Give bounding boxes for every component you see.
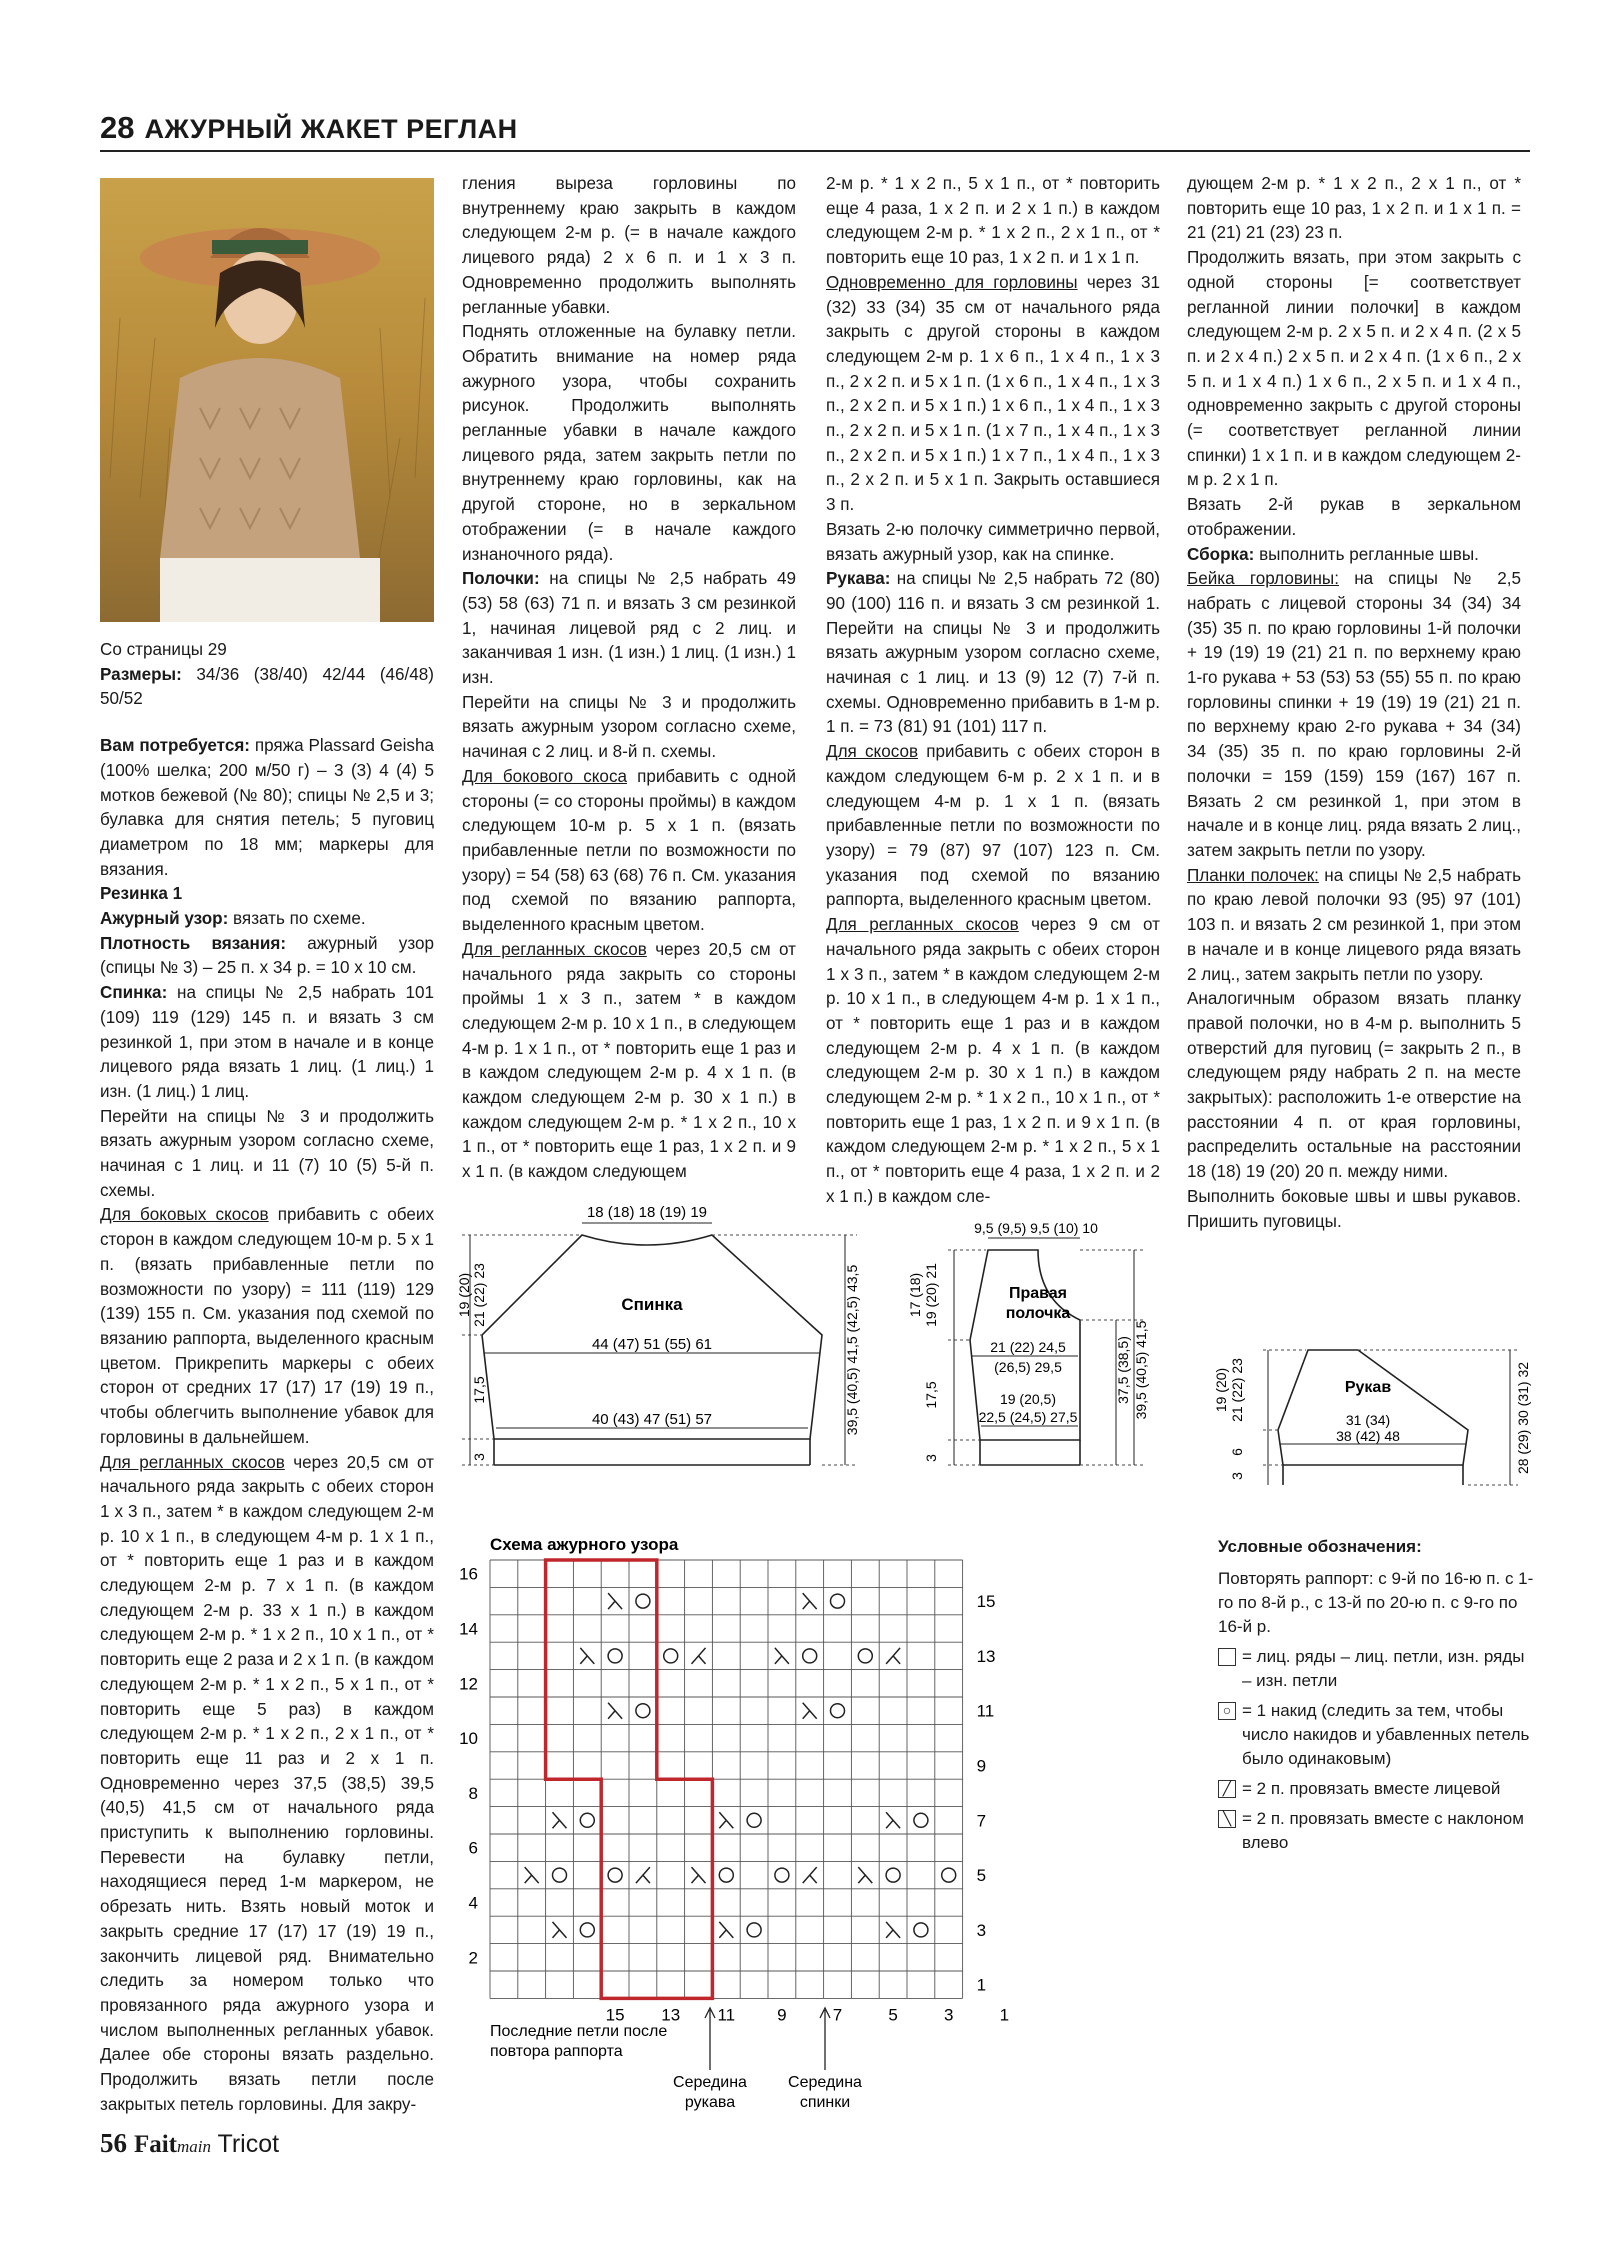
yarn-over-mark <box>831 1704 845 1718</box>
dim-length: 28 (29) 30 (31) 32 <box>1515 1361 1531 1475</box>
bevel-heading: Для скосов <box>826 742 919 762</box>
dim-lower: 6 <box>1229 1448 1245 1456</box>
raglan-heading: Для регланных скосов <box>826 915 1019 935</box>
row-number: 15 <box>976 1592 996 1612</box>
row-number: 7 <box>976 1811 987 1831</box>
legend <box>1218 1535 1538 1855</box>
legend-yo: ○ = 1 накид (следить за тем, чтобы число накидов и убавленных петель было одинаковым) <box>1218 1699 1538 1771</box>
article-header <box>100 110 1530 150</box>
dim-chest-2: (26,5) 29,5 <box>994 1359 1062 1375</box>
column-number: 5 <box>888 2005 898 2025</box>
sizes-label: Размеры: <box>100 664 182 684</box>
bands-heading: Планки полочек: <box>1187 865 1319 885</box>
yarn-over-mark <box>914 1813 928 1827</box>
paragraph: Продолжить вязать, при этом закрыть с одной стороны [= соответствует регланной линии полочки] в каждом следующем 2-м р. 2 х 5 п. и 2 х 4 п. (2 х 5 п. и 2 х 4 п.) 2 х 5 п. и 2 х 4 п. (1 х 6 п., 2 х 5 п. и 1 х 4 п.) 1 х 6 п., 2 х 5 п. и 1 х 4 п., одновременно закрыть с другой стороны (= соответствует регланной линии спинки) 1 х 1 п. и в каждом следующем 2-м р. 2 х 1 п. <box>1187 248 1521 490</box>
yarn-over-mark <box>747 1813 761 1827</box>
row-number: 14 <box>459 1619 478 1639</box>
neckband-heading: Бейка горловины: <box>1187 569 1339 589</box>
row-number: 16 <box>459 1564 478 1584</box>
column-numbers <box>606 2005 1009 2024</box>
dim-cap: 19 (20) <box>1213 1367 1229 1413</box>
legend-ssk: ╲ = 2 п. провязать вместе с наклоном влево <box>1218 1807 1538 1855</box>
back-schematic <box>456 1195 862 1485</box>
ssk-icon: ╲ <box>1218 1810 1236 1828</box>
dim-rib: 3 <box>923 1454 939 1462</box>
yarn-over-mark <box>914 1923 928 1937</box>
row-number: 1 <box>976 1975 987 1995</box>
column-1 <box>100 638 434 2117</box>
column-number: 15 <box>605 2005 625 2025</box>
article-title: АЖУРНЫЙ ЖАКЕТ РЕГЛАН <box>144 114 518 144</box>
ssk-mark <box>719 1922 733 1938</box>
rib-label: Резинка 1 <box>100 884 183 904</box>
paragraph: гления выреза горловины по внутреннему краю закрыть в каждом следующем 2-м р. (= в начале каждого лицевого ряда) 2 х 6 п. и 1 х 3 п. Одновременно продолжить выполнять регланные убавки. <box>462 174 796 317</box>
yarn-over-mark <box>747 1923 761 1937</box>
column-number: 3 <box>943 2005 954 2025</box>
back-label: Спинка: <box>100 983 168 1003</box>
raglan-text: через 20,5 см от начального ряда закрыть со стороны проймы 1 х 3 п., затем * в каждом следующем 2-м р. 10 х 1 п., в следующем 4-м р. 1 х 1 п., от * повторить еще 1 раз и в каждом следующем 2-м р. 4 х 1 п. (в каждом следующем 2-м р. 30 х 1 п.) в каждом следующем 2-м р. * 1 х 2 п., 10 х 1 п., от * повторить еще 1 раз, 1 х 2 п. и 9 х 1 п. (в каждом следующем <box>462 939 796 1182</box>
piece-title: Правая <box>1008 1285 1068 1302</box>
yarn-over-mark <box>580 1813 594 1827</box>
dim-top: 9,5 (9,5) 9,5 (10) 10 <box>974 1220 1098 1236</box>
k2tog-mark <box>886 1648 900 1664</box>
dim-side: 17,5 <box>923 1381 939 1409</box>
model-photo <box>100 178 434 622</box>
back-value: на спицы № 2,5 набрать 101 (109) 119 (129) 145 п. и вязать 3 см резинкой 1, при этом в начале и в конце лицевого ряда вязать 1 лиц. (1 лиц.) 1 изн. (1 лиц.) 1 лиц. <box>100 983 434 1101</box>
dim-chest: 21 (22) 24,5 <box>990 1339 1066 1355</box>
column-number: 11 <box>717 2005 736 2025</box>
raglan-text: через 20,5 см от начального ряда закрыть с обеих сторон 1 х 3 п., затем * в каждом следующем 2-м р. 10 х 1 п., в следующем 4-м р. 1 х 1 п., от * повторить еще 1 раз и в каждом следующем 2-м р. 7 х 1 п. (в каждом следующем 2-м р. 33 х 1 п.) в каждом следующем 2-м р. * 1 х 2 п., 10 х 1 п., от * повторить еще 2 раза и 2 х 1 п. (в каждом следующем 2-м р. * 1 х 2 п., 5 х 1 п., от * повторить еще 5 раз) в каждом следующем 2-м р. * 1 х 2 п., 2 х 1 п., от * повторить еще 11 раз и 2 х 1 п. Одновременно через 37,5 (38,5) 39,5 (40,5) 41,5 см от начального ряда приступить к выполнению горловины. Перевести на булавку петли, находящиеся перед 1-м маркером, не обрезать нить. Взять новый моток и закрыть средние 17 (17) 17 (19) 19 п., закончить лицевой ряд. Внимательно следить за номером только что провязанного ряда ажурного узора и числом выполненных регланных убавок. Далее обе стороны вязать раздельно. Продолжить вязать петли после закрытых петель горловины. Для закру- <box>100 1452 434 2114</box>
ssk-mark <box>553 1922 567 1938</box>
k2tog-mark <box>803 1867 817 1883</box>
paragraph: Вязать 2-ю полочку симметрично первой, вязать ажурный узор, как на спинке. <box>826 519 1160 564</box>
yarn-over-mark <box>608 1868 622 1882</box>
ssk-mark <box>553 1812 567 1828</box>
back-center-note: Середина спинки <box>788 2074 862 2111</box>
paragraph: Выполнить боковые швы и швы рукавов. Пришить пуговицы. <box>1187 1186 1521 1231</box>
paragraph: Вязать 2-й рукав в зеркальном отображении. <box>1187 495 1521 539</box>
yarn-over-mark <box>719 1868 733 1882</box>
row-number: 11 <box>976 1701 995 1721</box>
ssk-mark <box>608 1703 622 1719</box>
dim-hem: 19 (20,5) <box>999 1391 1057 1407</box>
ssk-mark <box>719 1812 733 1828</box>
ssk-mark <box>886 1812 900 1828</box>
raglan-heading: Для регланных скосов <box>462 939 647 959</box>
yarn-over-mark <box>636 1594 650 1608</box>
k2tog-icon: ╱ <box>1218 1780 1236 1798</box>
piece-title: Спинка <box>621 1295 683 1314</box>
row-number: 8 <box>468 1783 478 1803</box>
side-heading: Для боковых скосов <box>100 1205 269 1225</box>
lace-value: вязать по схеме. <box>228 909 366 929</box>
assembly-label: Сборка: <box>1187 544 1255 564</box>
row-number: 4 <box>468 1893 478 1913</box>
column-2 <box>462 172 796 1185</box>
dim-length: 39,5 (40,5) 41,5 (42,5) 43,5 <box>844 1264 860 1436</box>
row-number: 5 <box>976 1866 987 1886</box>
yarn-over-icon: ○ <box>1218 1702 1236 1720</box>
ssk-mark <box>525 1867 539 1883</box>
dim-width: 31 (34) <box>1345 1412 1391 1428</box>
lace-chart <box>440 1530 1180 2120</box>
dim-armhole-2: 21 (22) 23 <box>471 1263 487 1327</box>
dim-rib: 3 <box>1229 1472 1245 1480</box>
legend-title: Условные обозначения: <box>1218 1537 1422 1556</box>
row-number: 13 <box>976 1646 996 1666</box>
page-footer <box>100 2128 279 2159</box>
column-number: 9 <box>777 2005 787 2025</box>
piece-title-2: полочка <box>1005 1305 1071 1322</box>
article-number: 28 <box>100 110 135 145</box>
lace-label: Ажурный узор: <box>100 909 229 929</box>
k2tog-mark <box>636 1867 650 1883</box>
yarn-over-mark <box>580 1923 594 1937</box>
row-number: 3 <box>976 1920 987 1940</box>
row-number: 10 <box>459 1729 478 1749</box>
column-number: 7 <box>832 2005 843 2025</box>
dim-rib: 3 <box>471 1453 487 1461</box>
last-loops-note: Последние петли после повтора раппорта <box>490 2023 668 2060</box>
row-numbers-right <box>977 1592 996 1995</box>
ssk-mark <box>692 1867 706 1883</box>
dim-width-2: 38 (42) 48 <box>1336 1428 1400 1444</box>
row-numbers-left <box>459 1565 478 1968</box>
dim-cap-2: 21 (22) 23 <box>1229 1358 1245 1422</box>
legend-knit: = лиц. ряды – лиц. петли, изн. ряды – изн. петли <box>1218 1645 1538 1693</box>
dim-length: 37,5 (38,5) <box>1115 1336 1131 1404</box>
yarn-over-mark <box>553 1868 567 1882</box>
neckband-text: на спицы № 2,5 набрать с лицевой стороны 34 (34) 34 (35) 35 п. по краю горловины 1-й полочки + 19 (19) 19 (21) 21 п. по верхнему краю 1-го рукава + 53 (53) 53 (55) 55 п. по краю горловины спинки + 19 (19) 19 (21) 21 п. по верхнему краю 2-го рукава + 34 (34) 34 (35) 35 п. по краю горловины 2-й полочки = 159 (159) 159 (167) 167 п. Вязать 2 см резинкой 1, при этом в начале и в конце лиц. ряда вязать 2 лиц., затем закрыть петли по узору. <box>1187 569 1521 860</box>
paragraph: Перейти на спицы № 3 и продолжить вязать ажурным узором согласно схеме, начиная с 1 лиц. и 11 (7) 10 (5) 5-й п. схемы. <box>100 1106 434 1200</box>
sizes-value: 34/36 (38/40) 42/44 (46/48) 50/52 <box>100 664 434 709</box>
materials-label: Вам потребуется: <box>100 736 250 756</box>
legend-repeat: Повторять раппорт: с 9-й по 16-ю п. с 1-го по 8-й р., с 13-й по 20-ю п. с 9-го по 16-й р. <box>1218 1569 1534 1636</box>
empty-square-icon <box>1218 1648 1236 1666</box>
raglan-heading: Для регланных скосов <box>100 1452 285 1472</box>
yarn-over-mark <box>636 1704 650 1718</box>
row-number: 6 <box>468 1838 478 1858</box>
dim-side: 17,5 <box>471 1376 487 1404</box>
dim-length-2: 39,5 (40,5) 41,5 <box>1133 1320 1149 1420</box>
ssk-mark <box>858 1867 872 1883</box>
piece-title: Рукав <box>1344 1379 1392 1396</box>
row-number: 12 <box>459 1674 478 1694</box>
neck-text: через 31 (32) 33 (34) 35 см от начального ряда закрыть с другой стороны в каждом следующем 2-м р. 1 х 6 п., 1 х 4 п., 1 х 3 п., 2 х 2 п. и 5 х 1 п. (1 х 6 п., 1 х 4 п., 1 х 3 п., 2 х 2 п. и 5 х 1 п.) 1 х 6 п., 1 х 4 п., 1 х 3 п., 2 х 2 п. и 5 х 1 п. (1 х 7 п., 1 х 4 п., 1 х 3 п., 2 х 2 п. и 5 х 1 п.) 1 х 7 п., 1 х 4 п., 1 х 3 п., 2 х 2 п. и 5 х 1 п. Закрыть оставшиеся 3 п. <box>826 272 1160 515</box>
yarn-over-mark <box>831 1594 845 1608</box>
brand-fait: Fait <box>133 2131 177 2158</box>
ssk-mark <box>803 1703 817 1719</box>
column-number: 13 <box>661 2005 681 2025</box>
page-number: 56 <box>100 2128 127 2158</box>
sleeve-schematic <box>1213 1310 1536 1490</box>
yarn-over-mark <box>775 1868 789 1882</box>
fronts-value: на спицы № 2,5 набрать 49 (53) 58 (63) 71 п. и вязать 3 см резинкой 1, начиная лицевой ряд с 2 лиц. и заканчивая 1 изн. (1 изн.) 1 лиц. (1 изн.) 1 изн. <box>462 569 796 688</box>
density-label: Плотность вязания: <box>100 933 287 953</box>
paragraph: Аналогичным образом вязать планку правой полочки, но в 4-м р. выполнить 5 отверстий для пуговиц (= закрыть 2 п., в следующем ряду набрать 2 п. на месте закрытых): расположить 1-е отверстие на расстоянии 4 п. от края горловины, распределить остальные на расстоянии 18 (18) 19 (20) 20 п. между ними. <box>1187 989 1521 1182</box>
bevel-text: прибавить с обеих сторон в каждом следующем 6-м р. 2 х 1 п. и в следующем 4-м р. 1 х 1 п. (вязать прибавленные петли по возможности по узору) = 79 (87) 97 (107) 123 п. См. указания под схемой по вязанию раппорта, выделенного красным цветом. <box>826 742 1161 910</box>
ssk-mark <box>803 1593 817 1609</box>
bands-text: на спицы № 2,5 набрать по краю левой полочки 93 (95) 97 (101) 103 п. и вязать 2 см резинкой 1, при этом в начале и в конце лицевого ряда вязать 2 лиц., затем закрыть петли по узору. <box>1187 865 1521 984</box>
brand-main: main <box>177 2137 211 2156</box>
column-4 <box>1187 172 1521 1234</box>
side-heading: Для бокового скоса <box>462 766 627 786</box>
sleeve-center-note: Середина рукава <box>673 2074 747 2111</box>
density-value: ажурный узор (спицы № 3) – 25 п. х 34 р. = 10 х 10 см. <box>100 933 434 978</box>
yarn-over-mark <box>858 1649 872 1663</box>
dim-chest: 44 (47) 51 (55) 61 <box>591 1336 713 1353</box>
from-page: Со страницы 29 <box>100 640 227 659</box>
yarn-over-mark <box>803 1649 817 1663</box>
yarn-over-mark <box>942 1868 956 1882</box>
materials-value: пряжа Plassard Geisha (100% шелка; 200 м/50 г) – 3 (3) 4 (4) 5 мотков бежевой (№ 80); спицы № 2,5 и 3; булавка для снятия петель; 5 пуговиц диаметром по 18 мм; маркеры для вязания. <box>100 736 434 879</box>
ssk-mark <box>775 1648 789 1664</box>
dim-armhole-2: 19 (20) 21 <box>923 1263 939 1327</box>
paragraph: Перейти на спицы № 3 и продолжить вязать ажурным узором согласно схеме, начиная с 2 лиц. и 8-й п. схемы. <box>462 692 796 762</box>
row-number: 9 <box>976 1756 987 1776</box>
fronts-label: Полочки: <box>462 569 540 589</box>
raglan-text: через 9 см от начального ряда закрыть с обеих сторон 1 х 3 п., затем * в каждом следующем 2-м р. 10 х 1 п., в следующем 4-м р. 1 х 1 п., от * повторить еще 1 раз и в каждом следующем 2-м р. 4 х 1 п. (в каждом следующем 2-м р. 30 х 1 п.) в каждом следующем 2-м р. * 1 х 2 п., 10 х 1 п., от * повторить еще 1 раз, 1 х 2 п. и 9 х 1 п. (в каждом следующем 2-м р. * 1 х 2 п., 5 х 1 п., от * повторить еще 4 раза, 1 х 2 п. и 2 х 1 п.) в каждом сле- <box>826 915 1160 1206</box>
ssk-mark <box>886 1922 900 1938</box>
sleeves-label: Рукава: <box>826 569 891 589</box>
row-number: 2 <box>468 1948 478 1968</box>
paragraph: 2-м р. * 1 х 2 п., 5 х 1 п., от * повторить еще 4 раза, 1 х 2 п. и 2 х 1 п.) в каждом следующем 2-м р. * 1 х 2 п., 2 х 1 п., от * повторить еще 10 раз, 1 х 2 п. и 1 х 1 п. <box>826 174 1160 268</box>
side-text: прибавить с одной стороны (= со стороны проймы) в каждом следующем 10-м р. 5 х 1 п. (вязать прибавленные петли по возможности по узору) = 54 (58) 63 (68) 76 п. См. указания под схемой по вязанию раппорта, выделенного красным цветом. <box>462 766 796 935</box>
yarn-over-mark <box>886 1868 900 1882</box>
front-schematic <box>888 1220 1188 1485</box>
paragraph: Поднять отложенные на булавку петли. Обратить внимание на номер ряда ажурного узора, чтобы сохранить рисунок. Продолжить выполнять регланные убавки в начале каждого лицевого ряда, затем закрыть петли по внутреннему краю горловины, как на другой стороне, но в зеркальном отображении (= в начале каждого изнаночного ряда). <box>462 322 796 564</box>
dim-hem-2: 22,5 (24,5) 27,5 <box>978 1409 1078 1425</box>
brand-tricot: Tricot <box>217 2130 280 2158</box>
header-rule <box>100 150 1530 152</box>
k2tog-mark <box>692 1648 706 1664</box>
legend-k2tog: ╱ = 2 п. провязать вместе лицевой <box>1218 1777 1538 1801</box>
ssk-mark <box>580 1648 594 1664</box>
paragraph: дующем 2-м р. * 1 х 2 п., 2 х 1 п., от * повторить еще 10 раз, 1 х 2 п. и 1 х 1 п. = 21 (21) 21 (23) 23 п. <box>1187 174 1521 243</box>
dim-armhole: 19 (20) <box>456 1272 472 1318</box>
neck-heading: Одновременно для горловины <box>826 272 1078 292</box>
sleeves-value: на спицы № 2,5 набрать 72 (80) 90 (100) 116 п. и вязать 3 см резинкой 1. Перейти на спицы № 3 и продолжить вязать ажурным узором согласно схеме, начиная с 1 лиц. и 13 (9) 12 (7) 7-й п. схемы. Одновременно прибавить в 1-м р. 1 п. = 73 (81) 91 (101) 117 п. <box>826 569 1160 737</box>
column-3 <box>826 172 1160 1210</box>
chart-title: Схема ажурного узора <box>490 1535 679 1554</box>
assembly-value: выполнить регланные швы. <box>1254 544 1479 564</box>
dim-neck: 18 (18) 18 (19) 19 <box>586 1204 708 1221</box>
yarn-over-mark <box>608 1649 622 1663</box>
dim-armhole: 17 (18) <box>907 1272 923 1318</box>
column-number: 1 <box>999 2005 1010 2025</box>
yarn-over-mark <box>664 1649 678 1663</box>
dim-hem: 40 (43) 47 (51) 57 <box>591 1411 713 1428</box>
ssk-mark <box>608 1593 622 1609</box>
side-text: прибавить с обеих сторон в каждом следующем 10-м р. 5 х 1 п. (вязать прибавленные петли по возможности по узору) = 111 (119) 129 (139) 155 п. См. указания под схемой по вязанию раппорта, выделенного красным цветом. Прикрепить маркеры с обеих сторон от средних 17 (17) 17 (19) 19 п., чтобы облегчить выполнение убавок для горловины в дальнейшем. <box>100 1205 434 1447</box>
